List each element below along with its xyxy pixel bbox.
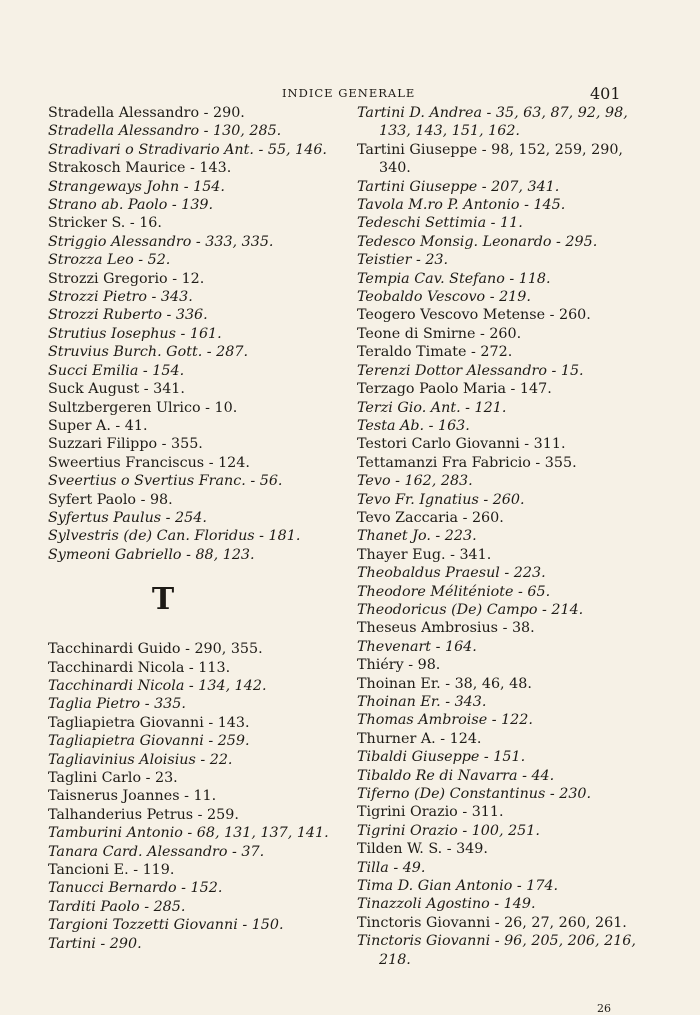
signature-mark: 26 <box>597 1002 611 1015</box>
index-entry: Tedeschi Settimia - 11. <box>357 215 523 232</box>
index-entry: Syfertus Paulus - 254. <box>48 509 207 526</box>
index-entry: Tagliavinius Aloisius - 22. <box>48 751 233 768</box>
index-entry: Tartini Giuseppe - 98, 152, 259, 290, 340. <box>357 141 623 177</box>
letter-heading-t: T <box>151 582 175 618</box>
index-entry: Strozza Leo - 52. <box>48 252 171 269</box>
index-entry: Tagliapietra Giovanni - 143. <box>48 714 250 731</box>
index-entry: Tiferno (De) Constantinus - 230. <box>357 786 592 803</box>
index-entry: Stradella Alessandro - 130, 285. <box>48 123 282 140</box>
index-entry: Strakosch Maurice - 143. <box>48 160 232 177</box>
index-entry: Targioni Tozzetti Giovanni - 150. <box>48 917 284 934</box>
index-entry: Taisnerus Joannes - 11. <box>48 788 217 805</box>
index-entry: Succi Emilia - 154. <box>48 362 185 379</box>
index-column-left <box>48 104 348 953</box>
index-entry: Tibaldi Giuseppe - 151. <box>357 749 526 766</box>
index-entry: Stradivari o Stradivario Ant. - 55, 146. <box>48 141 327 158</box>
index-entry: Suck August - 341. <box>48 381 185 398</box>
index-entry: Teraldo Timate - 272. <box>357 344 513 361</box>
index-entry: Tevo - 162, 283. <box>357 473 473 490</box>
running-title: INDICE GENERALE <box>282 86 416 100</box>
index-entry: Tartini - 290. <box>48 935 142 952</box>
index-entry: Tigrini Orazio - 311. <box>357 804 504 821</box>
index-entry: Taglia Pietro - 335. <box>48 696 186 713</box>
index-entry: Terzago Paolo Maria - 147. <box>357 381 552 398</box>
index-entry: Syfert Paolo - 98. <box>48 491 173 508</box>
index-entry: Theobaldus Praesul - 223. <box>357 565 546 582</box>
index-entry: Taglini Carlo - 23. <box>48 770 178 786</box>
index-entry: Tamburini Antonio - 68, 131, 137, 141. <box>48 825 329 842</box>
index-entry: Tanucci Bernardo - 152. <box>48 880 223 897</box>
index-entry: Theodoricus (De) Campo - 214. <box>357 601 584 618</box>
index-entry: Tigrini Orazio - 100, 251. <box>357 822 540 839</box>
index-entry: Sultzbergeren Ulrico - 10. <box>48 399 238 416</box>
index-entry: Super A. - 41. <box>48 417 148 434</box>
index-entry: Tettamanzi Fra Fabricio - 355. <box>357 454 577 471</box>
index-entry: Thomas Ambroise - 122. <box>357 712 533 729</box>
index-entry: Tilla - 49. <box>357 859 426 876</box>
index-column-right <box>357 104 649 969</box>
index-entry: Tempia Cav. Stefano - 118. <box>357 270 551 287</box>
index-entry: Tancioni E. - 119. <box>48 862 175 879</box>
index-entry: Thanet Jo. - 223. <box>357 528 477 545</box>
index-entry: Tinctoris Giovanni - 26, 27, 260, 261. <box>357 914 627 931</box>
index-entry: Strozzi Gregorio - 12. <box>48 270 205 287</box>
page-number: 401 <box>590 84 621 103</box>
index-entry: Teone di Smirne - 260. <box>357 325 522 342</box>
index-entry: Talhanderius Petrus - 259. <box>48 806 239 823</box>
index-entry: Tinazzoli Agostino - 149. <box>357 896 536 913</box>
index-entry: Tagliapietra Giovanni - 259. <box>48 733 250 750</box>
index-entry: Terzi Gio. Ant. - 121. <box>357 399 507 416</box>
index-entry: Strozzi Ruberto - 336. <box>48 307 208 324</box>
index-entry: Terenzi Dottor Alessandro - 15. <box>357 362 584 379</box>
index-entry: Tacchinardi Nicola - 134, 142. <box>48 677 267 694</box>
index-entry: Teistier - 23. <box>357 252 449 269</box>
index-entry: Strozzi Pietro - 343. <box>48 289 193 306</box>
entries-t <box>48 640 348 953</box>
index-entry: Tarditi Paolo - 285. <box>48 898 186 915</box>
index-entry: Tevo Fr. Ignatius - 260. <box>357 491 525 508</box>
index-entry: Tacchinardi Nicola - 113. <box>48 659 231 676</box>
index-entry: Teogero Vescovo Metense - 260. <box>357 307 591 324</box>
index-entry: Striggio Alessandro - 333, 335. <box>48 233 274 250</box>
index-entry: Thayer Eug. - 341. <box>357 546 492 563</box>
index-entry: Tibaldo Re di Navarra - 44. <box>357 767 555 784</box>
index-entry: Tinctoris Giovanni - 96, 205, 206, 216, 218. <box>357 933 636 968</box>
index-entry: Strutius Iosephus - 161. <box>48 325 222 342</box>
index-entry: Suzzari Filippo - 355. <box>48 436 203 453</box>
index-entry: Tacchinardi Guido - 290, 355. <box>48 641 263 658</box>
index-entry: Strano ab. Paolo - 139. <box>48 197 214 214</box>
index-entry: Symeoni Gabriello - 88, 123. <box>48 546 255 563</box>
index-entry: Sveertius o Svertius Franc. - 56. <box>48 473 283 490</box>
index-entry: Theodore Méliténiote - 65. <box>357 583 551 600</box>
index-entry: Tartini D. Andrea - 35, 63, 87, 92, 98, 133, 143, 151, 162. <box>357 105 628 140</box>
index-entry: Testori Carlo Giovanni - 311. <box>357 436 566 453</box>
index-entry: Tevo Zaccaria - 260. <box>357 509 504 526</box>
index-entry: Teobaldo Vescovo - 219. <box>357 289 531 306</box>
index-entry: Tima D. Gian Antonio - 174. <box>357 878 559 895</box>
index-entry: Struvius Burch. Gott. - 287. <box>48 344 248 361</box>
index-entry: Thiéry - 98. <box>357 657 441 674</box>
index-entry: Sweertius Franciscus - 124. <box>48 454 250 471</box>
index-entry: Strangeways John - 154. <box>48 178 225 195</box>
index-entry: Thurner A. - 124. <box>357 730 482 747</box>
page-header <box>0 84 700 106</box>
index-entry: Tartini Giuseppe - 207, 341. <box>357 178 560 195</box>
entries-s <box>48 104 348 564</box>
index-entry: Tavola M.ro P. Antonio - 145. <box>357 197 566 214</box>
index-entry: Testa Ab. - 163. <box>357 417 470 434</box>
entries-t-continued <box>357 104 649 969</box>
index-entry: Sylvestris (de) Can. Floridus - 181. <box>48 528 301 545</box>
index-entry: Tedesco Monsig. Leonardo - 295. <box>357 233 598 250</box>
index-entry: Tanara Card. Alessandro - 37. <box>48 843 265 860</box>
index-entry: Stricker S. - 16. <box>48 215 162 232</box>
index-entry: Theseus Ambrosius - 38. <box>357 620 535 637</box>
index-entry: Thoinan Er. - 343. <box>357 694 487 710</box>
index-entry: Thoinan Er. - 38, 46, 48. <box>357 675 532 692</box>
index-entry: Thevenart - 164. <box>357 638 477 655</box>
index-entry: Tilden W. S. - 349. <box>357 841 488 858</box>
index-entry: Stradella Alessandro - 290. <box>48 105 245 121</box>
